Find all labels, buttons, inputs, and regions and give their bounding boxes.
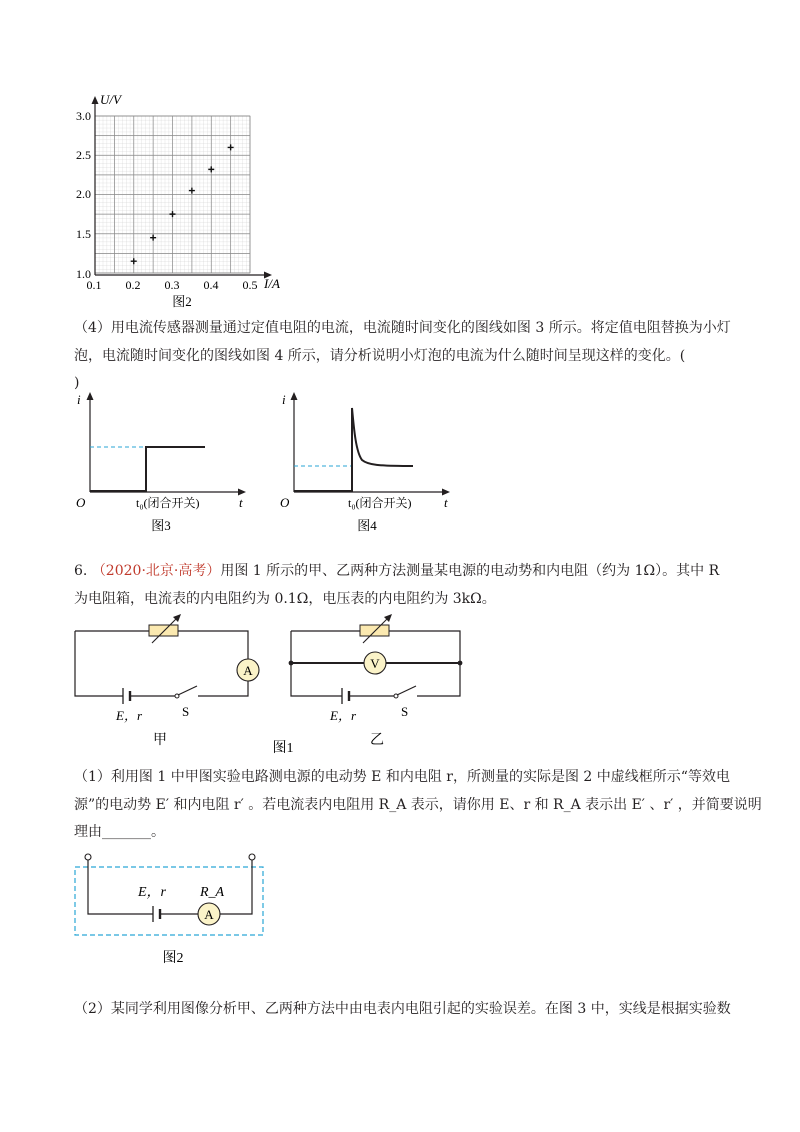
graph-caption: 图2 [172,294,192,309]
source-label-yi: E，r [330,708,357,723]
figure-4 [268,390,478,540]
figure-1-caption: 图1 [272,741,294,756]
y-tick: 1.5 [76,227,91,241]
q4-line-3: ) [74,375,80,391]
fig3-origin: O [76,495,86,510]
x-tick: 0.2 [125,278,141,292]
figure-3 [60,390,270,540]
fig3-t0-label: t₀(闭合开关) [136,496,200,510]
y-tick: 3.0 [76,109,91,123]
y-axis-label: U/V [100,92,121,107]
equiv-source-label: E，r [138,885,166,900]
circuit-yi [289,614,463,748]
figure-2-equivalent-source [66,846,276,976]
q6-source: （2020·北京·高考） [91,563,221,579]
q6-line-1 [74,561,719,581]
q4-line-2: 泡，电流随时间变化的图线如图 4 所示，请分析说明小灯泡的电流为什么随时间呈现这样的变化。( [74,348,686,364]
q6-1-line-1: （1）利用图 1 中甲图实验电路测电源的电动势 E 和内电阻 r，所测量的实际是图 2 中虚线框所示“等效电 [74,769,730,785]
x-tick: 0.4 [203,278,219,292]
y-tick: 2.0 [76,187,91,201]
q4-line-1: （4）用电流传感器测量通过定值电阻的电流，电流随时间变化的图线如图 3 所示。将定值电阻替换为小灯 [74,320,731,336]
y-tick: 1.0 [76,267,91,281]
fig4-caption: 图4 [357,518,377,533]
source-label-jia: E，r [116,708,143,723]
x-tick: 0.5 [242,278,258,292]
q6-1-line-3: 理由_______。 [74,824,165,840]
x-tick: 0.1 [86,278,102,292]
voltmeter-symbol: V [370,656,380,671]
x-tick: 0.3 [164,278,180,292]
equiv-ammeter-symbol: A [204,907,214,922]
switch-label-yi: S [401,704,409,719]
q6-line-1-rest: 用图 1 所示的甲、乙两种方法测量某电源的电动势和内电阻（约为 1Ω）。其中 R [220,563,720,579]
equiv-ra-label: R_A [200,885,225,900]
q6-1-line-2: 源”的电动势 E′ 和内电阻 r′ 。若电流表内电阻用 R_A 表示，请你用 E、r 和 R_A 表示出 E′ 、r′ ，并简要说明 [74,797,762,813]
fig4-axis-t: t [444,495,448,510]
fig4-t0-label: t₀(闭合开关) [348,496,412,510]
u-i-graph [60,88,300,316]
x-axis-label: I/A [264,276,280,291]
fig3-caption: 图3 [151,518,171,533]
circuit-name-jia: 甲 [153,733,167,748]
ammeter-symbol: A [243,663,253,678]
circuit-name-yi: 乙 [370,733,384,748]
fig4-origin: O [280,495,290,510]
fig3-axis-i: i [77,392,81,407]
y-tick: 2.5 [76,148,91,162]
q6-line-2: 为电阻箱，电流表的内电阻约为 0.1Ω，电压表的内电阻约为 3kΩ。 [74,591,496,607]
equiv-caption: 图2 [162,951,184,966]
fig3-axis-t: t [239,495,243,510]
q6-number: 6. [74,563,88,579]
q6-2-line-1: （2）某同学利用图像分析甲、乙两种方法中由电表内电阻引起的实验误差。在图 3 中，实线是根据实验数 [74,1001,731,1017]
circuit-jia [75,614,259,748]
fig4-axis-i: i [282,392,286,407]
figure-1-circuits [60,612,480,762]
switch-label-jia: S [182,704,190,719]
